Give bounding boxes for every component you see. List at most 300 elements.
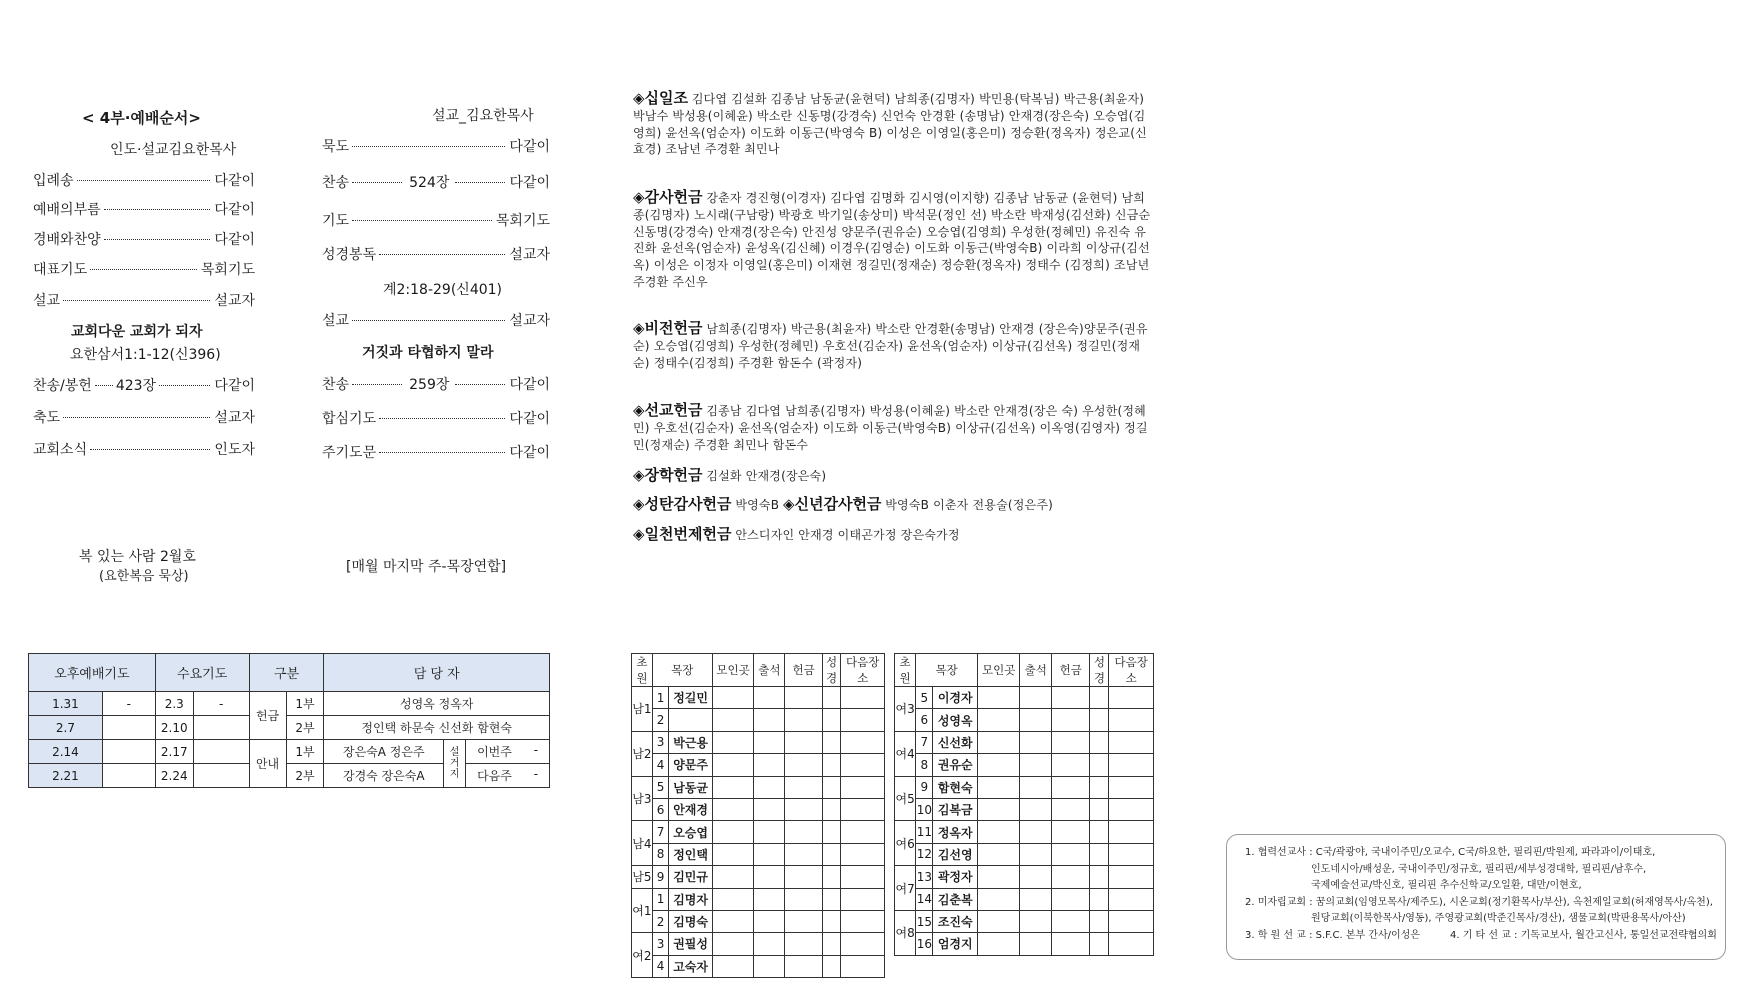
order-role: 다같이 [214, 232, 255, 248]
blank-cell [1090, 798, 1109, 820]
cell-leader: 오승엽 [669, 821, 713, 843]
blank-cell [822, 955, 841, 977]
offering-names: 강춘자 경진형(이경자) 김다엽 김명화 김시영(이지향) 김종남 남동균 (윤현덕) 남희종(김명자) 노시래(구남랑) 박광호 박기일(송상미) 박석문(정인 선) 박소란 박재성(김선화) 신금순 신동명(강경숙) 안재경(장은숙) 안진성 양문주(권유순) 오승엽(김영희) 우성한(정혜민) 유진숙 유진화 윤선옥(엄순자) 윤성옥(김신혜) 이경우(김영순) 이도화 이동근(박영숙B) 이라희 이상규(김선옥) 이성은 이정자 이영일(홍은미) 이재현 정길민(정재순) 정승환(정옥자) 정태수 (김정희) 조남년 주경환 주신우 [633, 191, 1151, 289]
table-row [29, 716, 550, 740]
offering-title: ◈일천번제헌금 [633, 525, 732, 543]
table-row [895, 866, 1154, 888]
group-name: 여5 [895, 776, 916, 821]
group-table-header: 헌금 [1052, 654, 1090, 687]
order-role: 다같이 [509, 139, 550, 155]
order-item-unison-prayer [322, 410, 550, 428]
blank-cell [977, 910, 1019, 932]
blank-cell [1020, 821, 1052, 843]
cell-number: 4 [652, 955, 669, 977]
date-cell: 2.14 [29, 740, 103, 764]
blank-cell [822, 866, 841, 888]
group-name: 여4 [895, 731, 916, 776]
blank-cell [785, 821, 822, 843]
offering-title: ◈장학헌금 [633, 466, 703, 484]
cell-number: 7 [916, 731, 933, 753]
order-hymn-number: 423장 [115, 378, 157, 394]
order-item-sermon [33, 292, 255, 310]
blank-cell [785, 866, 822, 888]
blank-cell [822, 910, 841, 932]
blank-cell [841, 709, 885, 731]
order-hymn-number: 524장 [409, 175, 450, 191]
blank-cell [1090, 687, 1109, 709]
order-item-prayer [33, 261, 255, 279]
order-item-prayer2 [322, 212, 550, 230]
order-role: 다같이 [509, 377, 551, 393]
blank-cell [712, 687, 753, 709]
cell-leader: 정인택 [669, 843, 713, 865]
blank-cell [754, 933, 785, 955]
blank-cell [1052, 888, 1090, 910]
offering-title-2: ◈신년감사헌금 [782, 495, 882, 513]
blank-cell [1090, 933, 1109, 955]
group-name: 남1 [632, 687, 653, 732]
category-guide: 안내 [249, 740, 286, 788]
mission-note-box [1226, 834, 1726, 960]
group-name: 남3 [632, 776, 653, 821]
group-table-header: 출석 [754, 654, 785, 687]
table-row [895, 776, 1154, 798]
blank-cell [977, 866, 1019, 888]
blank-cell [1052, 843, 1090, 865]
blank-cell [841, 843, 885, 865]
blank-cell [754, 843, 785, 865]
date-cell: 2.3 [155, 692, 193, 716]
blank-cell [1020, 709, 1052, 731]
blank-cell [754, 866, 785, 888]
value-cell [193, 764, 249, 788]
blank-cell [754, 821, 785, 843]
blank-cell [1109, 731, 1154, 753]
table-row [895, 843, 1154, 865]
order-label: 찬송/봉헌 [33, 378, 92, 394]
blank-cell [1052, 754, 1090, 776]
blank-cell [1090, 821, 1109, 843]
wash-week-label: 다음주 [477, 769, 512, 783]
blank-cell [754, 709, 785, 731]
blank-cell [822, 709, 841, 731]
offering-title: ◈성탄감사헌금 [633, 495, 732, 513]
cell-number: 6 [916, 709, 933, 731]
blank-cell [841, 821, 885, 843]
blank-cell [712, 843, 753, 865]
blank-cell [754, 955, 785, 977]
blank-cell [1090, 731, 1109, 753]
cell-leader: 양문주 [669, 754, 713, 776]
blank-cell [1109, 821, 1154, 843]
blank-cell [977, 798, 1019, 820]
offering-team-1: 성영옥 정옥자 [324, 692, 550, 716]
cell-number: 9 [652, 866, 669, 888]
order-item-silent [322, 138, 550, 156]
group-name: 여6 [895, 821, 916, 866]
note-other: 4. 기 타 선 교 : 기독교보사, 월간고신사, 통일선교전략협의회 [1449, 929, 1717, 941]
order-label: 설교 [33, 293, 61, 309]
blessed-title: 복 있는 사람 2월호 [79, 549, 196, 565]
cell-leader: 신선화 [933, 731, 978, 753]
blank-cell [1109, 798, 1154, 820]
group-name: 여2 [632, 933, 653, 978]
blank-cell [754, 798, 785, 820]
note-line: 인도네시아/배성운, 국내이주민/정규호, 필리핀/세부성경대학, 필리핀/남후수, [1311, 863, 1647, 875]
cell-number: 12 [916, 843, 933, 865]
blank-cell [822, 754, 841, 776]
blank-cell [977, 821, 1019, 843]
group-table-header: 성경 [1090, 654, 1109, 687]
order-item-lords-prayer [322, 444, 550, 462]
offering-names: 남희종(김명자) 박근용(최윤자) 박소란 안경환(송명남) 안재경 (장은숙)양문주(권유순) 오승엽(김영희) 우성한(정혜민) 우호선(김순자) 윤선옥(엄순자) 이상규(김선옥) 정길민(정재순) 정태수(김정희) 주경환 함돈수 (곽정자) [633, 322, 1148, 370]
blank-cell [977, 687, 1019, 709]
order-label: 찬송 [322, 377, 350, 393]
blank-cell [712, 910, 753, 932]
blank-cell [712, 754, 753, 776]
monthly-note: [매월 마지막 주-목장연합] [346, 559, 507, 575]
order-label: 예배의부름 [33, 202, 101, 218]
order-role: 다같이 [509, 411, 550, 427]
blessed-subtitle: (요한복음 묵상) [99, 569, 189, 584]
blank-cell [1020, 910, 1052, 932]
value-cell: - [102, 692, 155, 716]
table-row [632, 709, 885, 731]
blank-cell [1090, 888, 1109, 910]
blank-cell [712, 866, 753, 888]
blank-cell [1090, 776, 1109, 798]
wash-week-value: - [533, 743, 539, 757]
blank-cell [841, 888, 885, 910]
blank-cell [1109, 754, 1154, 776]
offering-title: ◈비전헌금 [633, 319, 703, 337]
order-role: 설교자 [509, 313, 550, 329]
cell-leader: 김복금 [933, 798, 978, 820]
group-name: 여1 [632, 888, 653, 933]
blank-cell [712, 731, 753, 753]
cell-number: 5 [652, 776, 669, 798]
offering-title: ◈십일조 [633, 89, 689, 107]
sermon2-title: 거짓과 타협하지 말라 [362, 345, 494, 361]
group-table-header: 출석 [1020, 654, 1052, 687]
table-row [29, 692, 550, 716]
offering-christmas-newyear [633, 496, 1153, 514]
cell-number: 16 [916, 933, 933, 955]
blank-cell [754, 754, 785, 776]
order-label: 성경봉독 [322, 247, 377, 263]
blank-cell [1020, 866, 1052, 888]
blank-cell [841, 776, 885, 798]
part-cell: 1부 [286, 692, 324, 716]
order-item-praise [33, 231, 255, 249]
cell-leader: 김민규 [669, 866, 713, 888]
guide-team-1: 장은숙A 정은주 [324, 740, 444, 764]
table-row [895, 731, 1154, 753]
table-row [895, 709, 1154, 731]
blank-cell [1109, 687, 1154, 709]
blank-cell [977, 888, 1019, 910]
value-cell [193, 740, 249, 764]
blank-cell [977, 709, 1019, 731]
group-name: 남4 [632, 821, 653, 866]
date-cell: 2.24 [155, 764, 193, 788]
blank-cell [1090, 910, 1109, 932]
order-role: 다같이 [214, 378, 255, 394]
header-wednesday-prayer: 수요기도 [155, 654, 249, 692]
part-cell: 2부 [286, 764, 324, 788]
cell-leader: 박근용 [669, 731, 713, 753]
sermon-title: 교회다운 교회가 되자 [71, 324, 203, 340]
header-category: 구분 [249, 654, 324, 692]
blank-cell [1020, 888, 1052, 910]
table-row [895, 821, 1154, 843]
note-campus: 3. 학 원 선 교 : S.F.C. 본부 간사/이성은 [1245, 929, 1420, 941]
table-row [632, 910, 885, 932]
cell-leader: 정옥자 [933, 821, 978, 843]
value-cell: - [193, 692, 249, 716]
order-item-hymn2 [322, 376, 550, 394]
offering-title: ◈선교헌금 [633, 401, 703, 419]
blank-cell [822, 731, 841, 753]
table-row [632, 798, 885, 820]
blank-cell [841, 955, 885, 977]
table-row [632, 843, 885, 865]
blank-cell [841, 798, 885, 820]
cell-number: 1 [652, 687, 669, 709]
table-row [895, 933, 1154, 955]
offering-names: 김설화 안재경(장은숙) [706, 469, 827, 483]
cell-leader: 곽정자 [933, 866, 978, 888]
blank-cell [822, 798, 841, 820]
table-row [895, 754, 1154, 776]
blank-cell [754, 687, 785, 709]
group-name: 여8 [895, 910, 916, 955]
cell-leader: 김선영 [933, 843, 978, 865]
value-cell [193, 716, 249, 740]
blank-cell [822, 821, 841, 843]
blank-cell [1109, 776, 1154, 798]
cell-number: 10 [916, 798, 933, 820]
group-table-header: 모인곳 [977, 654, 1019, 687]
group-table-header: 목장 [652, 654, 712, 687]
order-item-reading [322, 246, 550, 264]
blank-cell [1109, 866, 1154, 888]
group-table-header: 모인곳 [712, 654, 753, 687]
group-table-header: 성경 [822, 654, 841, 687]
group-table-header: 다음장소 [841, 654, 885, 687]
blank-cell [1052, 933, 1090, 955]
cell-number: 9 [916, 776, 933, 798]
order-role: 목회기도 [200, 262, 255, 278]
wash-week-label: 이번주 [477, 745, 512, 759]
group-table-header: 목장 [916, 654, 978, 687]
cell-leader: 김명자 [669, 888, 713, 910]
group-table-header: 헌금 [785, 654, 822, 687]
offering-tithe [633, 90, 1153, 158]
order-item-entrance [33, 172, 255, 190]
blank-cell [841, 754, 885, 776]
blank-cell [1052, 776, 1090, 798]
blank-cell [785, 955, 822, 977]
offering-thousand [633, 526, 1153, 544]
blank-cell [822, 776, 841, 798]
blank-cell [712, 709, 753, 731]
blank-cell [1109, 888, 1154, 910]
table-row [29, 764, 550, 788]
blank-cell [977, 776, 1019, 798]
worship-order-title: < 4부·예배순서> [82, 109, 201, 127]
order-item-hymn-offering [33, 377, 255, 395]
order-role: 목회기도 [495, 213, 550, 229]
cell-leader: 성영옥 [933, 709, 978, 731]
blank-cell [754, 910, 785, 932]
cell-number: 6 [652, 798, 669, 820]
offering-vision [633, 320, 1153, 371]
leader-line: 인도·설교김요한목사 [110, 142, 237, 158]
cell-number: 13 [916, 866, 933, 888]
order-role: 다같이 [214, 202, 255, 218]
group-table-header: 초원 [632, 654, 653, 687]
value-cell [102, 740, 155, 764]
blank-cell [785, 709, 822, 731]
cell-leader: 함현숙 [933, 776, 978, 798]
cell-number: 4 [652, 754, 669, 776]
table-row [29, 740, 550, 764]
order-role: 다같이 [214, 173, 255, 189]
offering-team-2: 정인택 하문숙 신선화 함현숙 [324, 716, 550, 740]
order-hymn-number: 259장 [409, 377, 450, 393]
offering-names: 김종남 김다엽 남희종(김명자) 박성용(이혜윤) 박소란 안재경(장은 숙) 우성한(정혜민) 우호선(김순자) 윤선옥(엄순자) 이도화 이동근(박영숙B) 이상규(김선옥) 이옥영(김영자) 정길민(정재순) 주경환 최민나 함돈수 [633, 404, 1148, 452]
blank-cell [1020, 933, 1052, 955]
order-item-benediction [33, 409, 255, 427]
table-row [895, 910, 1154, 932]
cell-leader: 김명숙 [669, 910, 713, 932]
order-item-sermon2 [322, 312, 550, 330]
table-row [895, 798, 1154, 820]
blank-cell [1052, 798, 1090, 820]
note-line: 2. 미자립교회 : 꿈의교회(임영모목사/제주도), 시온교회(정기환목사/부산), 옥천제일교회(허재영목사/옥천), [1245, 896, 1713, 908]
group-table-left [631, 653, 885, 978]
blank-cell [1052, 687, 1090, 709]
date-cell: 2.21 [29, 764, 103, 788]
order-role: 다같이 [509, 175, 551, 191]
group-name: 남5 [632, 866, 653, 888]
table-row [632, 955, 885, 977]
blank-cell [754, 731, 785, 753]
table-row [632, 888, 885, 910]
blank-cell [1020, 776, 1052, 798]
order-label: 기도 [322, 213, 350, 229]
cell-number: 1 [652, 888, 669, 910]
cell-number: 5 [916, 687, 933, 709]
group-name: 여3 [895, 687, 916, 732]
blank-cell [712, 888, 753, 910]
cell-number: 7 [652, 821, 669, 843]
value-cell [102, 716, 155, 740]
blank-cell [1020, 731, 1052, 753]
blank-cell [1090, 866, 1109, 888]
order-label: 교회소식 [33, 442, 88, 458]
date-cell: 2.17 [155, 740, 193, 764]
table-row [632, 687, 885, 709]
cell-number: 8 [652, 843, 669, 865]
blank-cell [1052, 866, 1090, 888]
order-role: 다같이 [509, 445, 550, 461]
order-item-hymn [322, 174, 550, 192]
table-row [895, 687, 1154, 709]
order-item-news [33, 441, 255, 459]
blank-cell [785, 933, 822, 955]
table-row [632, 866, 885, 888]
blank-cell [1109, 709, 1154, 731]
cell-leader: 남동균 [669, 776, 713, 798]
part-cell: 1부 [286, 740, 324, 764]
blank-cell [822, 888, 841, 910]
group-name: 남2 [632, 731, 653, 776]
sermon-scripture: 요한삼서1:1-12(신396) [70, 347, 221, 363]
blank-cell [712, 821, 753, 843]
blank-cell [1109, 910, 1154, 932]
blank-cell [785, 888, 822, 910]
blank-cell [1020, 798, 1052, 820]
blank-cell [1109, 843, 1154, 865]
blank-cell [822, 933, 841, 955]
date-cell: 2.10 [155, 716, 193, 740]
offering-names: 김다엽 김설화 김종남 남동균(윤현덕) 남희종(김명자) 박민용(탁복님) 박근용(최윤자) 박남수 박성용(이혜윤) 박소란 신동명(강경숙) 신언숙 안경환 (송명남) 안재경(장은숙) 오승엽(김영희) 윤선옥(엄순자) 이도화 이동근(박영숙 B) 이성은 이영일(홍은미) 정승환(정옥자) 정은교(신효경) 조남년 주경환 최민나 [633, 92, 1147, 157]
order-role: 설교자 [509, 247, 550, 263]
duty-table [28, 653, 550, 788]
order-item-call [33, 201, 255, 219]
note-line: 원당교회(이북한목사/영동), 주영광교회(박준긴목사/경산), 샘물교회(박판용목사/아산) [1311, 913, 1686, 924]
blank-cell [712, 798, 753, 820]
blank-cell [822, 687, 841, 709]
blank-cell [754, 776, 785, 798]
table-row [632, 731, 885, 753]
group-table-header: 초원 [895, 654, 916, 687]
blank-cell [977, 843, 1019, 865]
order-label: 경배와찬양 [33, 232, 101, 248]
blank-cell [785, 776, 822, 798]
date-cell: 2.7 [29, 716, 103, 740]
blank-cell [977, 731, 1019, 753]
value-cell [102, 764, 155, 788]
offering-thanks [633, 189, 1153, 291]
blank-cell [712, 933, 753, 955]
guide-team-2: 강경숙 장은숙A [324, 764, 444, 788]
table-row [895, 888, 1154, 910]
order-label: 축도 [33, 410, 61, 426]
sermon-header: 설교_김요한목사 [432, 108, 534, 124]
blank-cell [1020, 754, 1052, 776]
note-line: 1. 협력선교사 : C국/곽광야, 국내이주민/오교수, C국/하요한, 필리핀/박원제, 파라과이/이태호, [1245, 847, 1656, 858]
date-cell: 1.31 [29, 692, 103, 716]
blank-cell [1052, 731, 1090, 753]
offering-scholarship [633, 467, 1153, 485]
note-line: 국제예술선교/박신호, 필리핀 추수신학교/오일환, 대만/이현호, [1311, 880, 1582, 891]
blank-cell [1052, 910, 1090, 932]
order-role: 설교자 [214, 293, 255, 309]
scripture-reference: 계2:18-29(신401) [383, 282, 502, 298]
order-label: 설교 [322, 313, 350, 329]
blank-cell [1052, 821, 1090, 843]
blank-cell [754, 888, 785, 910]
wash-week-value: - [533, 767, 539, 781]
table-row [632, 821, 885, 843]
order-label: 주기도문 [322, 445, 377, 461]
offering-title: ◈감사헌금 [633, 188, 703, 206]
cell-leader: 조진숙 [933, 910, 978, 932]
blank-cell [841, 687, 885, 709]
